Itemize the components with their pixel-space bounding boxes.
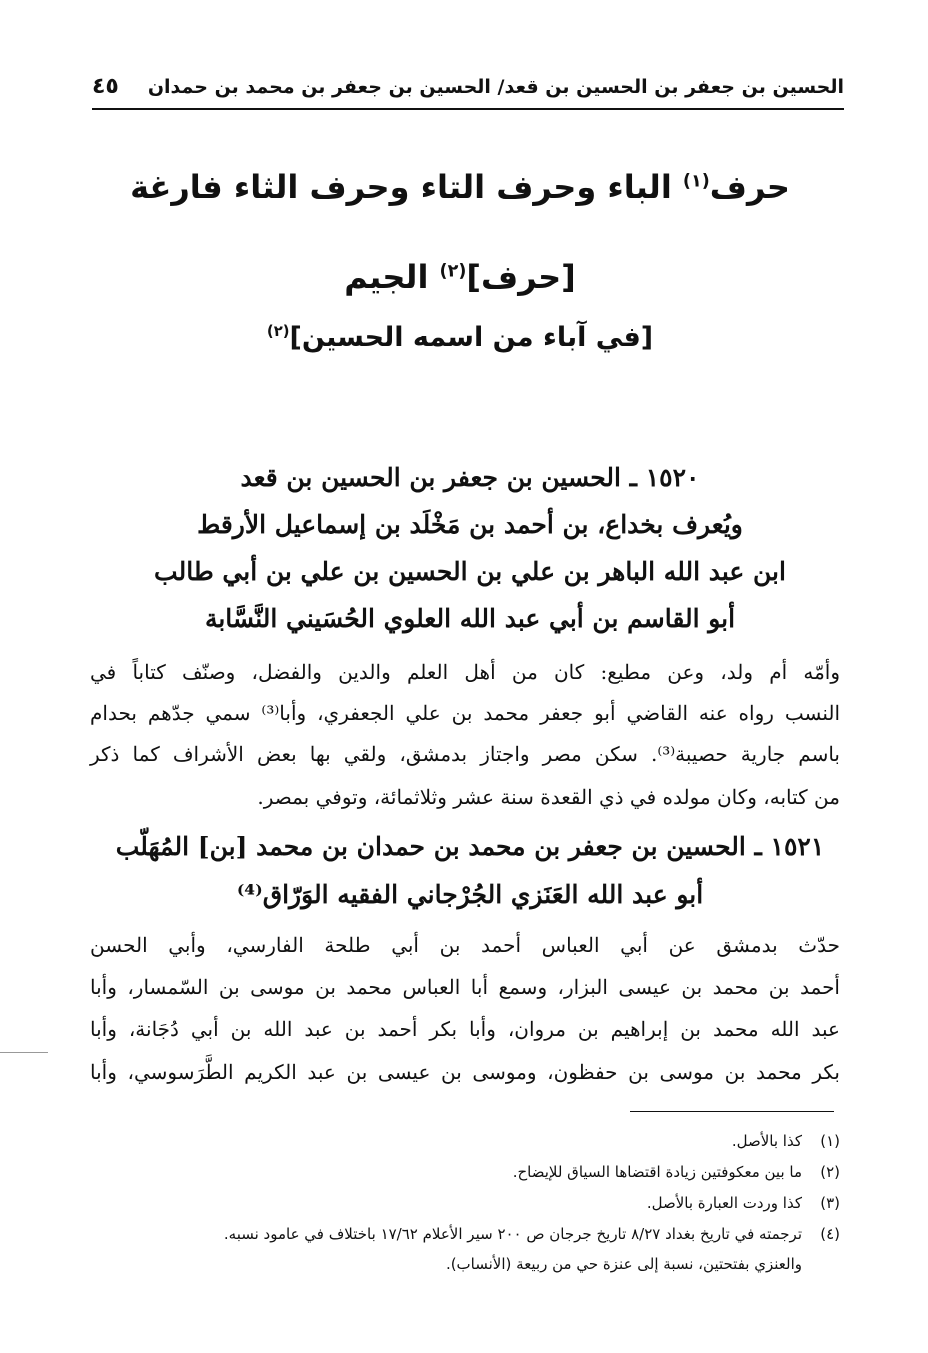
footnote-text: كذا بالأصل. (731, 1132, 802, 1150)
heading-text: الباء وحرف التاء وحرف الثاء فارغة (130, 168, 683, 206)
entry-1521-text-line: بكر محمد بن موسى بن حفظون، وموسى بن عيسى بن عبد الكريم الطَّرَسوسي، وأبا (90, 1060, 840, 1084)
footnote-number: (٤) (820, 1225, 840, 1243)
footnote-number: (١) (820, 1132, 840, 1150)
heading-text: الجيم (344, 258, 440, 296)
entry-1521-text-line: حدّث بدمشق عن أبي العباس أحمد بن أبي طلحة الفارسي، وأبي الحسن (90, 933, 840, 957)
footnote-rule (630, 1111, 834, 1112)
entry-1520-title-line: أبو القاسم بن أبي عبد الله العلوي الحُسَيني النَّسَّابة (204, 604, 736, 633)
entry-1521-title-line: أبو عبد الله العَنَزي الجُرْجاني الفقيه الوَرّاق⁽⁴⁾ (236, 880, 704, 909)
entry-1520-text-line: باسم جارية حصيبة⁽³⁾. سكن مصر واجتاز بدمشق، ولقي بها بعض الأشراف كما ذكر (90, 742, 840, 766)
footnote-text: كذا وردت العبارة بالأصل. (646, 1194, 802, 1212)
heading-text: حرف (709, 168, 790, 206)
footnote-number: (٢) (820, 1163, 840, 1181)
running-title: الحسين بن جعفر بن الحسين بن قعد/ الحسين بن جعفر بن محمد بن حمدان (147, 76, 844, 98)
entry-1520-title-line: ١٥٢٠ ـ الحسين بن جعفر بن الحسين بن قعد (240, 463, 700, 492)
entry-1521-text-line: أحمد بن محمد بن عيسى البزار، وسمع أبا العباس محمد بن موسى بن السّمسار، وأبا (90, 975, 840, 999)
footnote (647, 1194, 840, 1212)
footnote-ref: (١) (682, 171, 710, 192)
footnote-continuation: والعنزي بفتحتين، نسبة إلى عنزة حي من ربيعة (الأنساب). (445, 1255, 802, 1273)
entry-1520-title-line: ابن عبد الله الباهر بن علي بن الحسين بن علي بن أبي طالب (154, 557, 786, 586)
footnote-text: ما بين معكوفتين زيادة اقتضاها السياق للإيضاح. (512, 1163, 802, 1181)
scan-artifact-line (0, 1052, 48, 1053)
entry-1520-title-line: ويُعرف بخداع، بن أحمد بن مَخْلَد بن إسماعيل الأرقط (197, 510, 743, 539)
section-heading-jim (60, 258, 860, 296)
footnote (513, 1163, 840, 1181)
heading-text: [في آباء من اسمه الحسين] (289, 322, 654, 353)
page-number: ٤٥ (92, 74, 119, 99)
entry-1520-text-line: من كتابه، وكان مولده في ذي القعدة سنة عشر وثلاثمائة، وتوفي بمصر. (257, 785, 840, 809)
footnote-ref: (٢) (439, 261, 467, 282)
section-heading-letters (60, 168, 860, 206)
entry-1521-text-line: عبد الله محمد بن إبراهيم بن مروان، وأبا بكر أحمد بن عبد الله بن أبي دُجَانة، وأبا (90, 1017, 840, 1041)
footnote-text: ترجمته في تاريخ بغداد ٨/٢٧ تاريخ جرجان ص ٢٠٠ سير الأعلام ١٧/٦٢ باختلاف في عامود نسبه. (223, 1225, 802, 1243)
footnote (732, 1132, 840, 1150)
entry-1520-text-line: وأمّه أم ولد، وعن مطيع: كان من أهل العلم والدين والفضل، وصنّف كتاباً في (90, 660, 840, 684)
footnote-number: (٣) (820, 1194, 840, 1212)
footnote (224, 1225, 840, 1243)
running-header (92, 72, 844, 110)
heading-text: [حرف] (466, 258, 576, 296)
entry-1520-text-line: النسب رواه عنه القاضي أبو جعفر محمد بن علي الجعفري، وأبا⁽³⁾ سمي جدّهم بحدام (90, 701, 841, 725)
entry-1521-title-line: ١٥٢١ ـ الحسين بن جعفر بن محمد بن حمدان بن محمد [بن] المُهَلّب (115, 832, 825, 861)
footnote-ref: (٢) (266, 322, 290, 340)
subsection-heading (60, 322, 860, 353)
